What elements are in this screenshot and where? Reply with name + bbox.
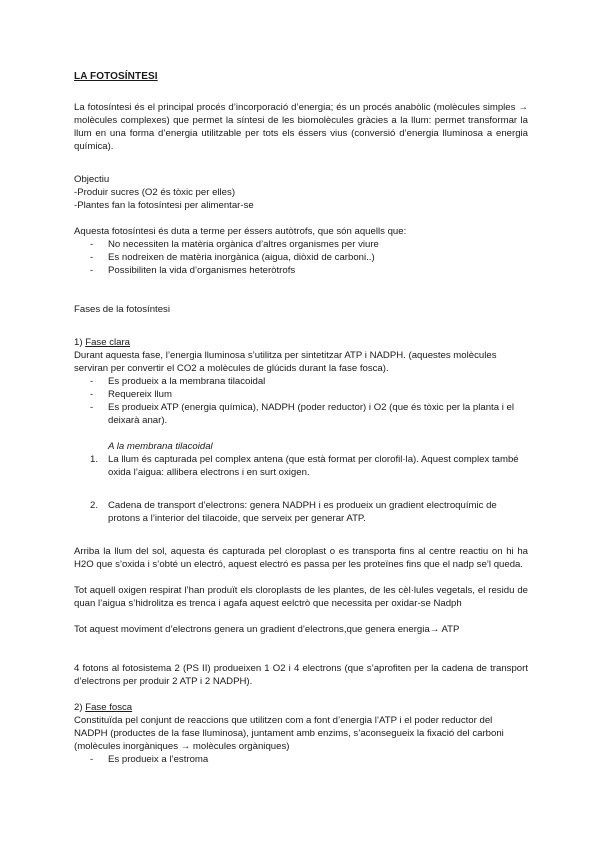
list-item: - Es nodreixen de matèria inorgànica (aigua, diòxid de carboni..) [90, 251, 528, 264]
list-item: - Possibiliten la vida d’organismes heteròtrofs [90, 264, 528, 277]
membrana-steps [74, 453, 528, 525]
objectiu-line: -Plantes fan la fotosíntesi per alimentar-se [74, 200, 254, 211]
fase-fosca-heading [74, 701, 528, 714]
paragraph: Tot aquest moviment d’electrons genera un gradient d’electrons,que genera energia→ ATP [74, 624, 460, 635]
document-body [74, 70, 528, 766]
paragraph: 4 fotons al fotosistema 2 (PS II) produeixen 1 O2 i 4 electrons (que s’aprofiten per la cadena de transport d’electrons per produir 2 ATP i 2 NADPH). [74, 663, 528, 687]
fase-clara-heading [74, 336, 528, 349]
intro-paragraph: La fotosíntesi és el principal procés d’incorporació d’energia; és un procés anabòlic (molècules simples → molècules complexes) que permet la síntesi de les biomolècules gràcies a la llum: permet transformar la llum en una forma d’energia utilitzable per tots els éssers vius (conversió d’energia lluminosa a energia química). [74, 102, 528, 152]
autotrofs-list [74, 238, 528, 277]
fase-fosca-label: Fase fosca [85, 702, 133, 713]
fase-fosca-text: Constituïda pel conjunt de reaccions que utilitzen com a font d’energia l’ATP i el poder reductor del NADPH (productes de la fase lluminosa), juntament amb enzims, s’aconsegueix la fixació del carboni (molècules inorgàniques → molècules orgàniques) [74, 715, 504, 752]
objectiu-line: -Produir sucres (O2 és tòxic per elles) [74, 187, 236, 198]
list-item [90, 453, 528, 479]
list-item: - Requereix llum [90, 388, 528, 401]
step-number: 1. [90, 454, 99, 465]
paragraph: Arriba la llum del sol, aquesta és capturada pel cloroplast o es transporta fins al centre reactiu on hi ha H2O que s’oxida i s’obté un electró, aquest electró es passa per les proteïnes fins que el nadp se’l queda. [74, 546, 528, 570]
fase-fosca-number: 2) [74, 702, 83, 713]
fase-clara-text: Durant aquesta fase, l’energia lluminosa s’utilitza per sintetitzar ATP i NADPH. (aquestes molècules serviran per convertir el CO2 a molècules de glúcids durant la fase fosca). [74, 350, 497, 374]
list-item: - Es produeix a la membrana tilacoidal [90, 375, 528, 388]
step-number: 2. [90, 500, 99, 511]
fase-clara-label: Fase clara [85, 337, 130, 348]
fase-clara-list [74, 375, 528, 427]
list-item: - Es produeix ATP (energia química), NADPH (poder reductor) i O2 (que és tòxic per la planta i el deixarà anar). [90, 401, 528, 427]
list-item: - No necessiten la matèria orgànica d’altres organismes per viure [90, 238, 528, 251]
membrana-subheading: A la membrana tilacoidal [108, 441, 213, 452]
fase-fosca-list [74, 753, 528, 766]
paragraph: Tot aquell oxigen respirat l’han produït els cloroplasts de les plantes, de les cèl·lules vegetals, el residu de quan l’aigua s’hidrolitza es trenca i agafa aquest eelctrò que necessita per oxidar-se Nadph [74, 585, 528, 609]
autotrofs-intro: Aquesta fotosíntesi és duta a terme per éssers autòtrofs, que són aquells que: [74, 226, 407, 237]
fase-clara-number: 1) [74, 337, 83, 348]
page-title: LA FOTOSÍNTESI [74, 71, 158, 82]
fases-heading: Fases de la fotosíntesi [74, 304, 170, 315]
step-text: Cadena de transport d’electrons: genera NADPH i es produeix un gradient electroquímic de protons a l’interior del tilacoide, que serveix per generar ATP. [108, 500, 497, 524]
list-item: - Es produeix a l’estroma [90, 753, 528, 766]
step-text: La llum és capturada pel complex antena (que està format per clorofil·la). Aquest complex també oxida l’aigua: allibera electrons i en surt oxigen. [108, 454, 519, 478]
list-item [90, 499, 528, 525]
objectiu-heading: Objectiu [74, 174, 110, 185]
